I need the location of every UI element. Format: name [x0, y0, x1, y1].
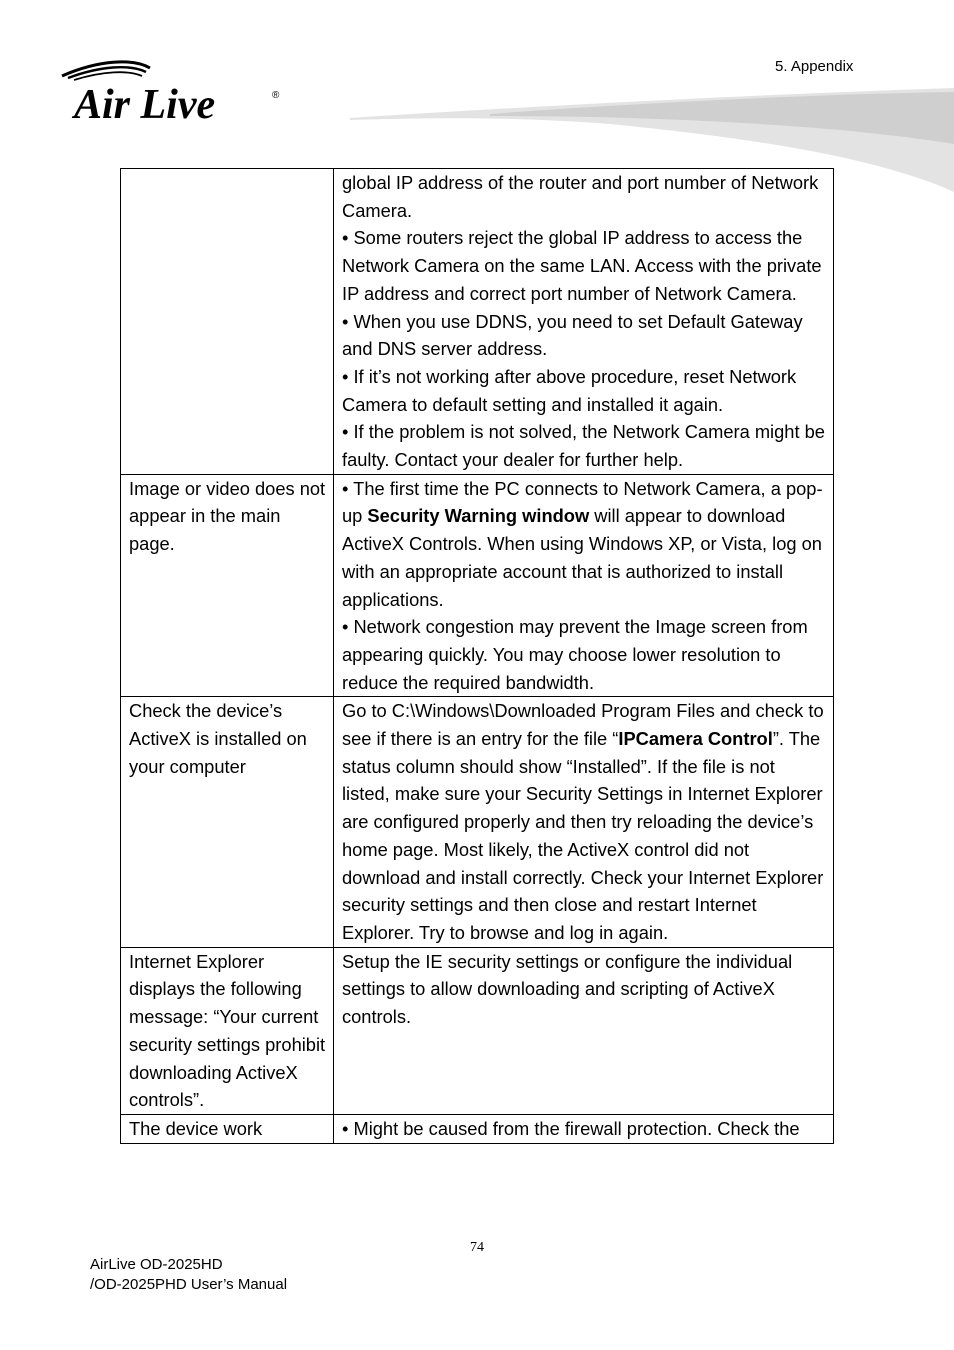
- solution-paragraph: [342, 948, 827, 1031]
- emphasized-text: IPCamera Control: [618, 728, 773, 750]
- solution-paragraph: [342, 418, 827, 473]
- troubleshooting-table: [120, 168, 834, 1144]
- solution-text: • If it’s not working after above procedure, reset Network Camera to default setting and installed it again.: [342, 365, 797, 415]
- airlive-logo: [58, 58, 298, 128]
- solution-paragraph: [342, 613, 827, 696]
- problem-cell: Check the device’s ActiveX is installed on your computer: [121, 697, 334, 947]
- solution-text: • Might be caused from the firewall protection. Check the: [342, 1117, 800, 1139]
- table-row: [121, 474, 834, 697]
- solution-text: global IP address of the router and port number of Network Camera.: [342, 172, 819, 221]
- solution-paragraph: [342, 224, 827, 307]
- solution-text: Setup the IE security settings or configure the individual settings to allow downloading and scripting of ActiveX controls.: [342, 950, 793, 1028]
- solution-paragraph: [342, 169, 827, 224]
- problem-cell: [121, 169, 334, 475]
- svg-text:®: ®: [272, 90, 280, 101]
- solution-paragraph: [342, 363, 827, 418]
- solution-cell: [334, 947, 834, 1114]
- table-row: [121, 1114, 834, 1143]
- page-number: 74: [470, 1240, 484, 1255]
- footer-line-1: AirLive OD-2025HD: [90, 1256, 223, 1273]
- emphasized-text: Security Warning window: [367, 505, 590, 527]
- problem-cell: Image or video does not appear in the main page.: [121, 474, 334, 697]
- table-row: [121, 947, 834, 1114]
- solution-text: • Network congestion may prevent the Image screen from appearing quickly. You may choose lower resolution to reduce the required bandwidth.: [342, 616, 808, 693]
- solution-paragraph: [342, 1115, 827, 1143]
- solution-text: • Some routers reject the global IP address to access the Network Camera on the same LAN. Access with the private IP address and correct port number of Network Camera.: [342, 227, 822, 304]
- solution-text: • The first time the PC connects to Network Camera, a pop-up: [342, 477, 823, 527]
- solution-paragraph: [342, 697, 827, 946]
- solution-text: • When you use DDNS, you need to set Default Gateway and DNS server address.: [342, 310, 803, 360]
- solution-paragraph: [342, 475, 827, 614]
- solution-text: • If the problem is not solved, the Network Camera might be faulty. Contact your dealer for further help.: [342, 421, 825, 471]
- solution-cell: [334, 697, 834, 947]
- svg-text:Air Live: Air Live: [74, 82, 216, 128]
- solution-text: Go to C:\Windows\Downloaded Program Files and check to see if there is an entry for the file “: [342, 700, 824, 750]
- problem-cell: The device work: [121, 1114, 334, 1143]
- problem-cell: Internet Explorer displays the following message: “Your current security settings prohibit downloading ActiveX controls”.: [121, 947, 334, 1114]
- solution-text: ”. The status column should show “Installed”. If the file is not listed, make sure your Security Settings in Internet Explorer are configured properly and then try reloading the device’s home page. Most likely, the ActiveX control did not download and install correctly. Check your Internet Explorer security settings and then close and restart Internet Explorer. Try to browse and log in again.: [342, 728, 824, 943]
- table-row: [121, 697, 834, 947]
- solution-cell: [334, 474, 834, 697]
- table-row: [121, 169, 834, 475]
- logo-graphic: [58, 58, 298, 128]
- solution-cell: [334, 169, 834, 475]
- footer-line-2: /OD-2025PHD User’s Manual: [90, 1275, 288, 1293]
- section-label: 5. Appendix: [775, 58, 854, 75]
- solution-text: will appear to download ActiveX Controls. When using Windows XP, or Vista, log on with an appropriate account that is authorized to install applications.: [342, 505, 822, 610]
- footer-manual-title: [90, 1255, 287, 1294]
- solution-paragraph: [342, 308, 827, 363]
- solution-cell: [334, 1114, 834, 1143]
